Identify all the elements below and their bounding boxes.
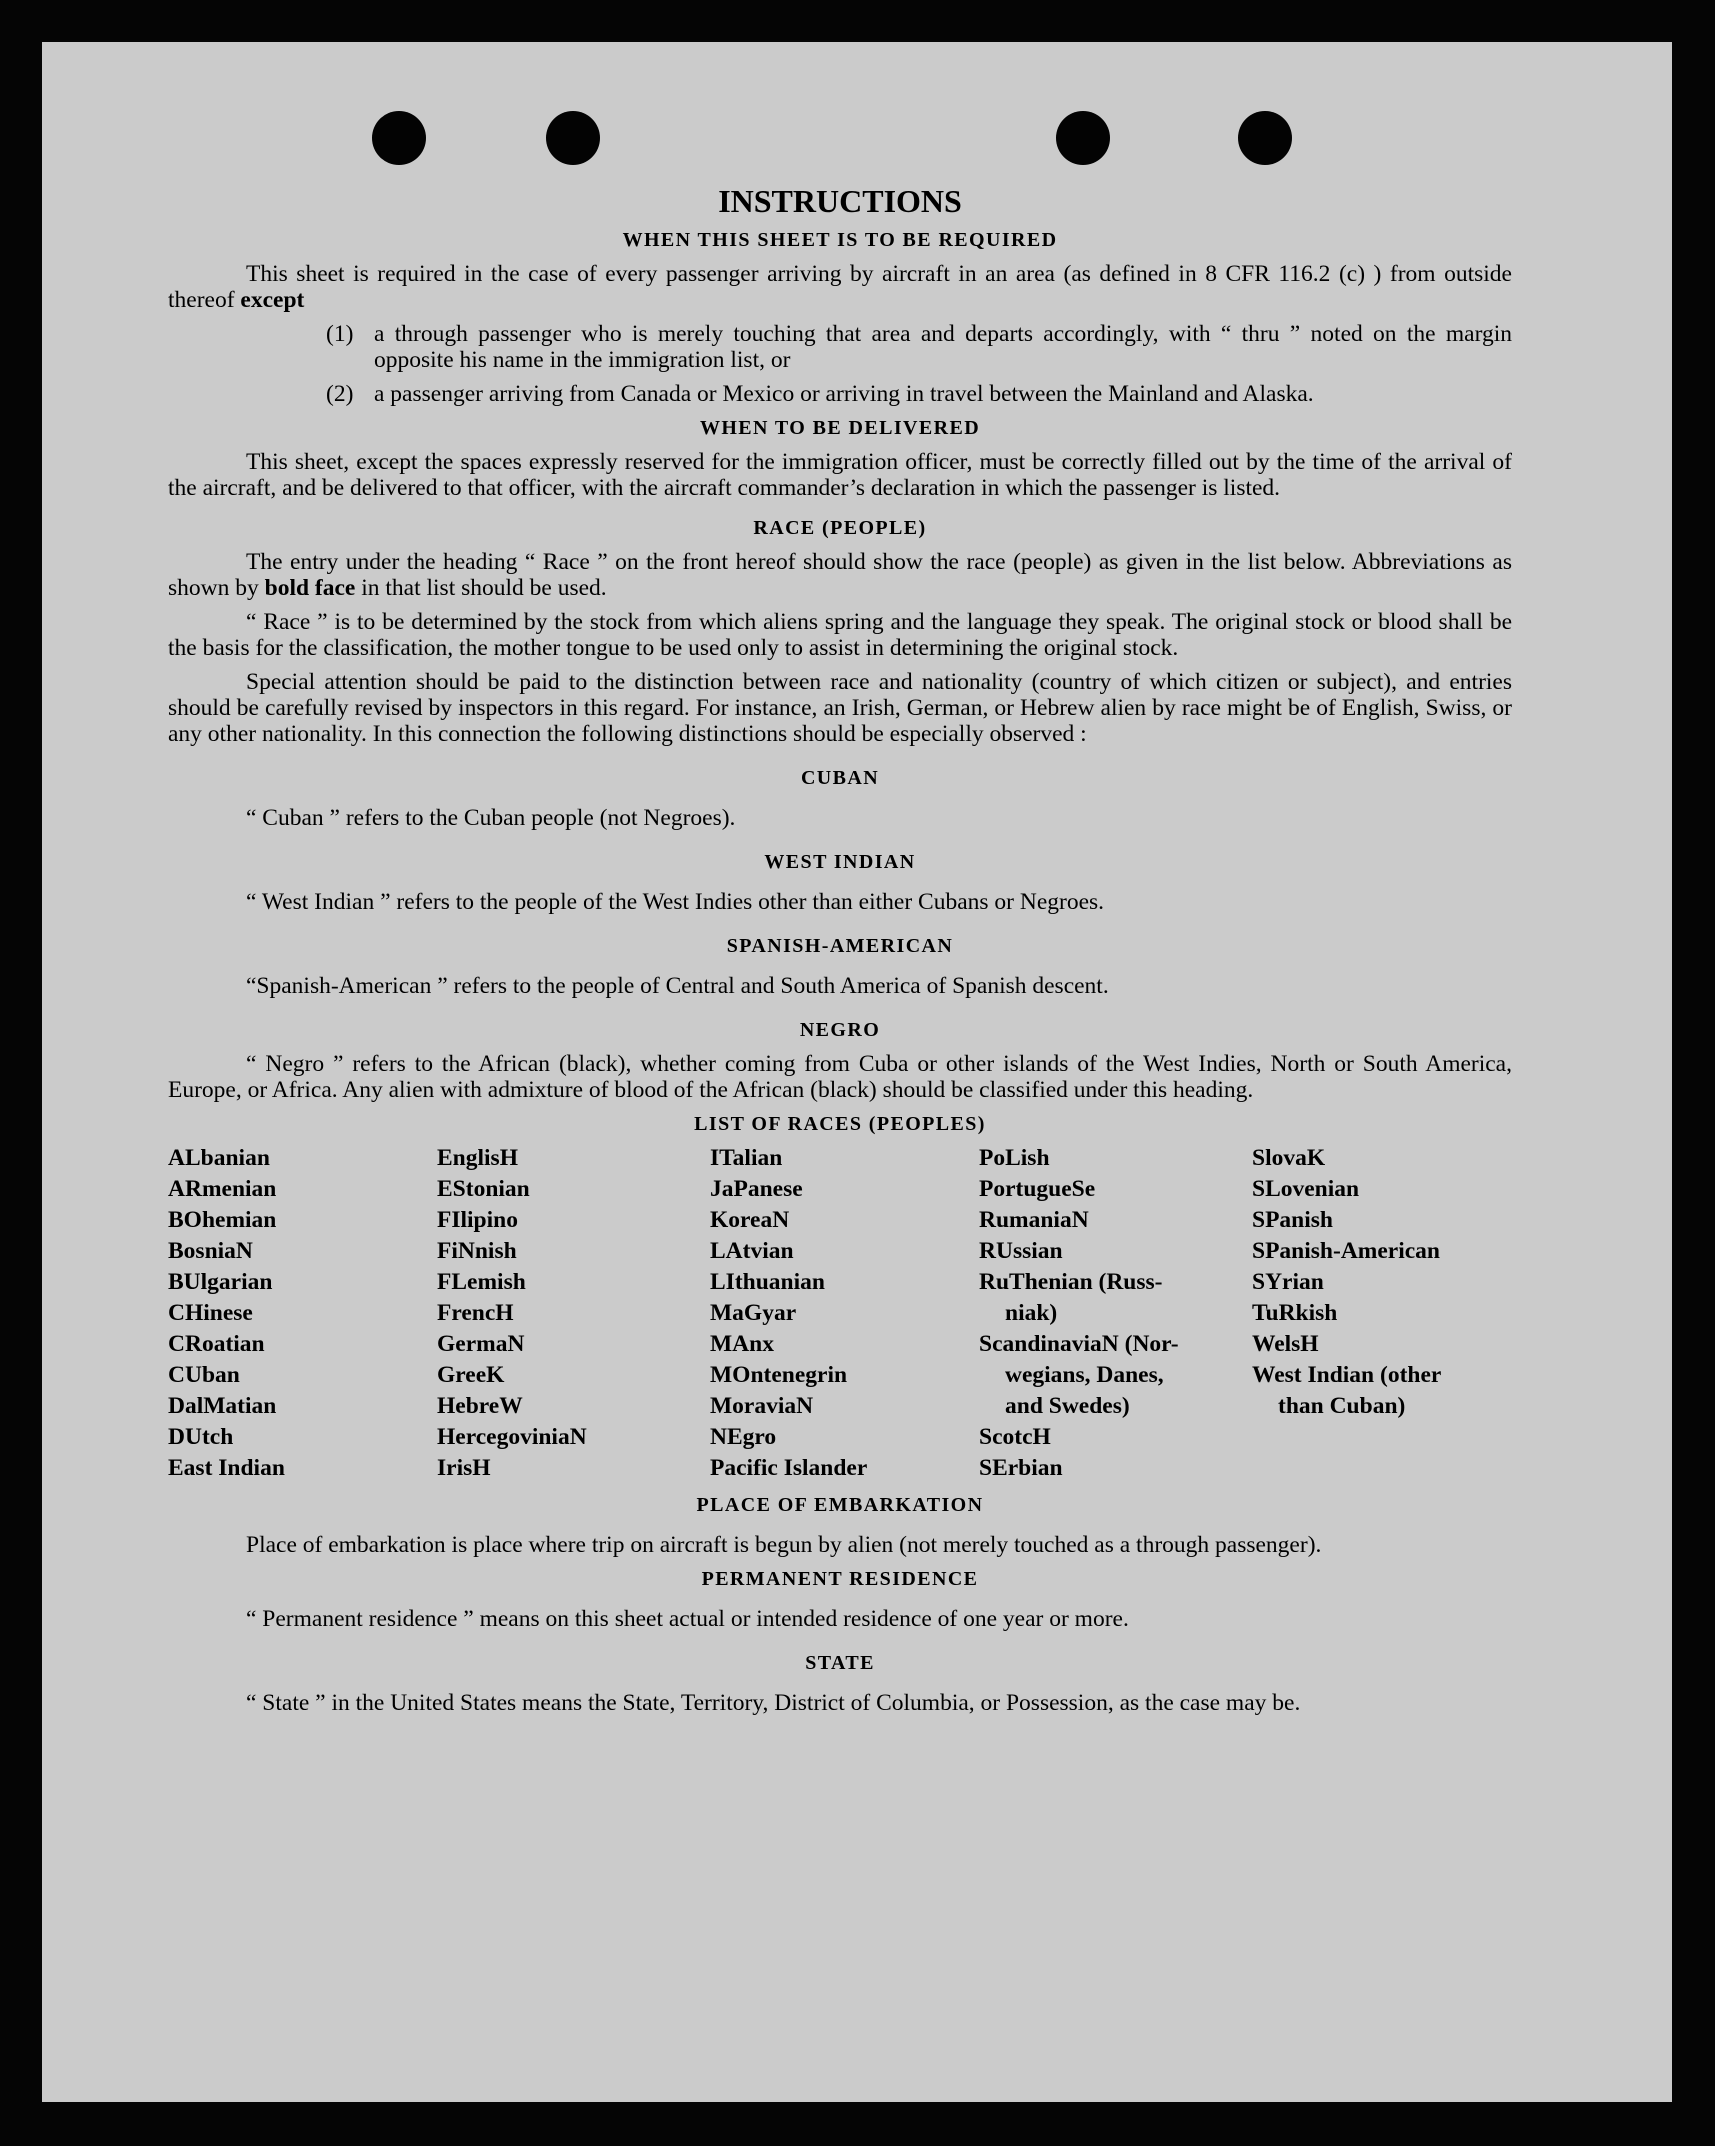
race-entry: PoLish [979,1145,1050,1171]
races-column [979,1143,1252,1484]
race-entry: RumaniaN [979,1207,1089,1233]
heading-list-of-races: LIST OF RACES (PEOPLES) [694,1113,986,1135]
page-title: INSTRUCTIONS [718,183,962,219]
race-entry: SlovaK [1252,1145,1326,1171]
heading-state: STATE [805,1652,875,1674]
race-entry: SYrian [1252,1269,1324,1295]
race-entry: WelsH [1252,1331,1319,1357]
race-entry: niak) [1005,1300,1058,1326]
race-entry: MaGyar [710,1300,797,1326]
race-entry: PortugueSe [979,1176,1096,1202]
heading-required: WHEN THIS SHEET IS TO BE REQUIRED [622,229,1058,251]
race-paragraph-1: The entry under the heading “ Race ” on the front hereof should show the race (people) as given in the list below. Abbreviations as shown by bold face in that list should be used. [168,549,1512,601]
race-entry: ScandinaviaN (Nor- [979,1331,1179,1357]
race-entry: BosniaN [168,1238,253,1264]
race-entry: FLemish [437,1269,526,1295]
race-entry: DUtch [168,1424,234,1450]
punch-hole [372,111,426,165]
races-column [710,1143,979,1484]
list-item: (1) a through passenger who is merely touching that area and departs accordingly, with “ thru ” noted on the margin opposite his name in the immigration list, or [326,321,1512,373]
race-entry: GreeK [437,1362,505,1388]
race-entry: MAnx [710,1331,774,1357]
race-paragraph-2: “ Race ” is to be determined by the stock from which aliens spring and the language they speak. The original stock or blood shall be the basis for the classification, the mother tongue to be used only to assist in determining the original stock. [168,609,1512,661]
residence-text: “ Permanent residence ” means on this sheet actual or intended residence of one year or more. [246,1606,1129,1632]
race-entry: EnglisH [437,1145,518,1171]
race-entry: LAtvian [710,1238,794,1264]
race-entry: GermaN [437,1331,525,1357]
race-entry: than Cuban) [1278,1393,1406,1419]
race-entry: CHinese [168,1300,253,1326]
race-entry: LIthuanian [710,1269,825,1295]
race-entry: ITalian [710,1145,783,1171]
heading-delivered: WHEN TO BE DELIVERED [699,417,981,439]
race-paragraph-3: Special attention should be paid to the distinction between race and nationality (country of which citizen or subject), and entries should be carefully revised by inspectors in this regard. For instance, an Irish, German, or Hebrew alien by race might be of English, Swiss, or any other nationality. In this connection the following distinctions should be especially observed : [168,669,1512,747]
punch-hole [1056,111,1110,165]
races-column [168,1143,437,1484]
document-body [168,182,1512,1716]
heading-embarkation: PLACE OF EMBARKATION [696,1494,984,1516]
race-entry: SErbian [979,1455,1063,1481]
race-entry: HercegoviniaN [437,1424,587,1450]
race-entry: CRoatian [168,1331,265,1357]
negro-text: “ Negro ” refers to the African (black), whether coming from Cuba or other islands of the West Indies, North or South America, Europe, or Africa. Any alien with admixture of blood of the African (black) should be classified under this heading. [168,1051,1512,1103]
heading-residence: PERMANENT RESIDENCE [701,1568,979,1590]
required-intro: This sheet is required in the case of every passenger arriving by aircraft in an area (as defined in 8 CFR 116.2 (c) ) from outside thereof except [168,261,1512,313]
race-entry: FrencH [437,1300,514,1326]
race-entry: JaPanese [710,1176,803,1202]
race-entry: SPanish-American [1252,1238,1440,1264]
race-entry: RUssian [979,1238,1063,1264]
heading-cuban: CUBAN [800,767,880,789]
race-entry: RuThenian (Russ- [979,1269,1163,1295]
race-entry: IrisH [437,1455,491,1481]
race-entry: FIlipino [437,1207,518,1233]
state-text: “ State ” in the United States means the State, Territory, District of Columbia, or Possession, as the case may be. [246,1690,1301,1716]
delivered-text: This sheet, except the spaces expressly reserved for the immigration officer, must be correctly filled out by the time of the arrival of the aircraft, and be delivered to that officer, with the aircraft commander’s declaration in which the passenger is listed. [168,449,1512,501]
race-entry: ScotcH [979,1424,1051,1450]
race-entry: BOhemian [168,1207,277,1233]
race-entry: FiNnish [437,1238,517,1264]
race-entry: HebreW [437,1393,523,1419]
race-entry: EStonian [437,1176,530,1202]
races-column [1252,1143,1512,1484]
race-entry: SPanish [1252,1207,1333,1233]
heading-race: RACE (PEOPLE) [753,517,927,539]
spanish-american-text: “Spanish-American ” refers to the people of Central and South America of Spanish descent. [246,973,1109,999]
race-entry: and Swedes) [1005,1393,1130,1419]
punch-hole [1238,111,1292,165]
west-indian-text: “ West Indian ” refers to the people of the West Indies other than either Cubans or Negroes. [246,889,1105,915]
race-entry: ALbanian [168,1145,270,1171]
heading-negro: NEGRO [799,1019,881,1041]
race-entry: West Indian (other [1252,1362,1442,1388]
cuban-text: “ Cuban ” refers to the Cuban people (not Negroes). [246,805,736,831]
race-entry: East Indian [168,1455,285,1481]
race-entry: MoraviaN [710,1393,814,1419]
heading-west-indian: WEST INDIAN [764,851,916,873]
race-entry: KoreaN [710,1207,790,1233]
race-entry: BUlgarian [168,1269,273,1295]
race-entry: Pacific Islander [710,1455,868,1481]
races-column [437,1143,710,1484]
embarkation-text: Place of embarkation is place where trip on aircraft is begun by alien (not merely touched as a through passenger). [246,1532,1322,1558]
list-item: (2) a passenger arriving from Canada or Mexico or arriving in travel between the Mainland and Alaska. [326,381,1314,407]
race-entry: DalMatian [168,1393,277,1419]
races-table [168,1143,1512,1484]
race-entry: ARmenian [168,1176,277,1202]
race-entry: SLovenian [1252,1176,1360,1202]
punch-hole [546,111,600,165]
race-entry: CUban [168,1362,240,1388]
heading-spanish-american: SPANISH-AMERICAN [726,935,954,957]
race-entry: TuRkish [1252,1300,1338,1326]
race-entry: wegians, Danes, [1005,1362,1164,1388]
race-entry: MOntenegrin [710,1362,848,1388]
race-entry: NEgro [710,1424,777,1450]
